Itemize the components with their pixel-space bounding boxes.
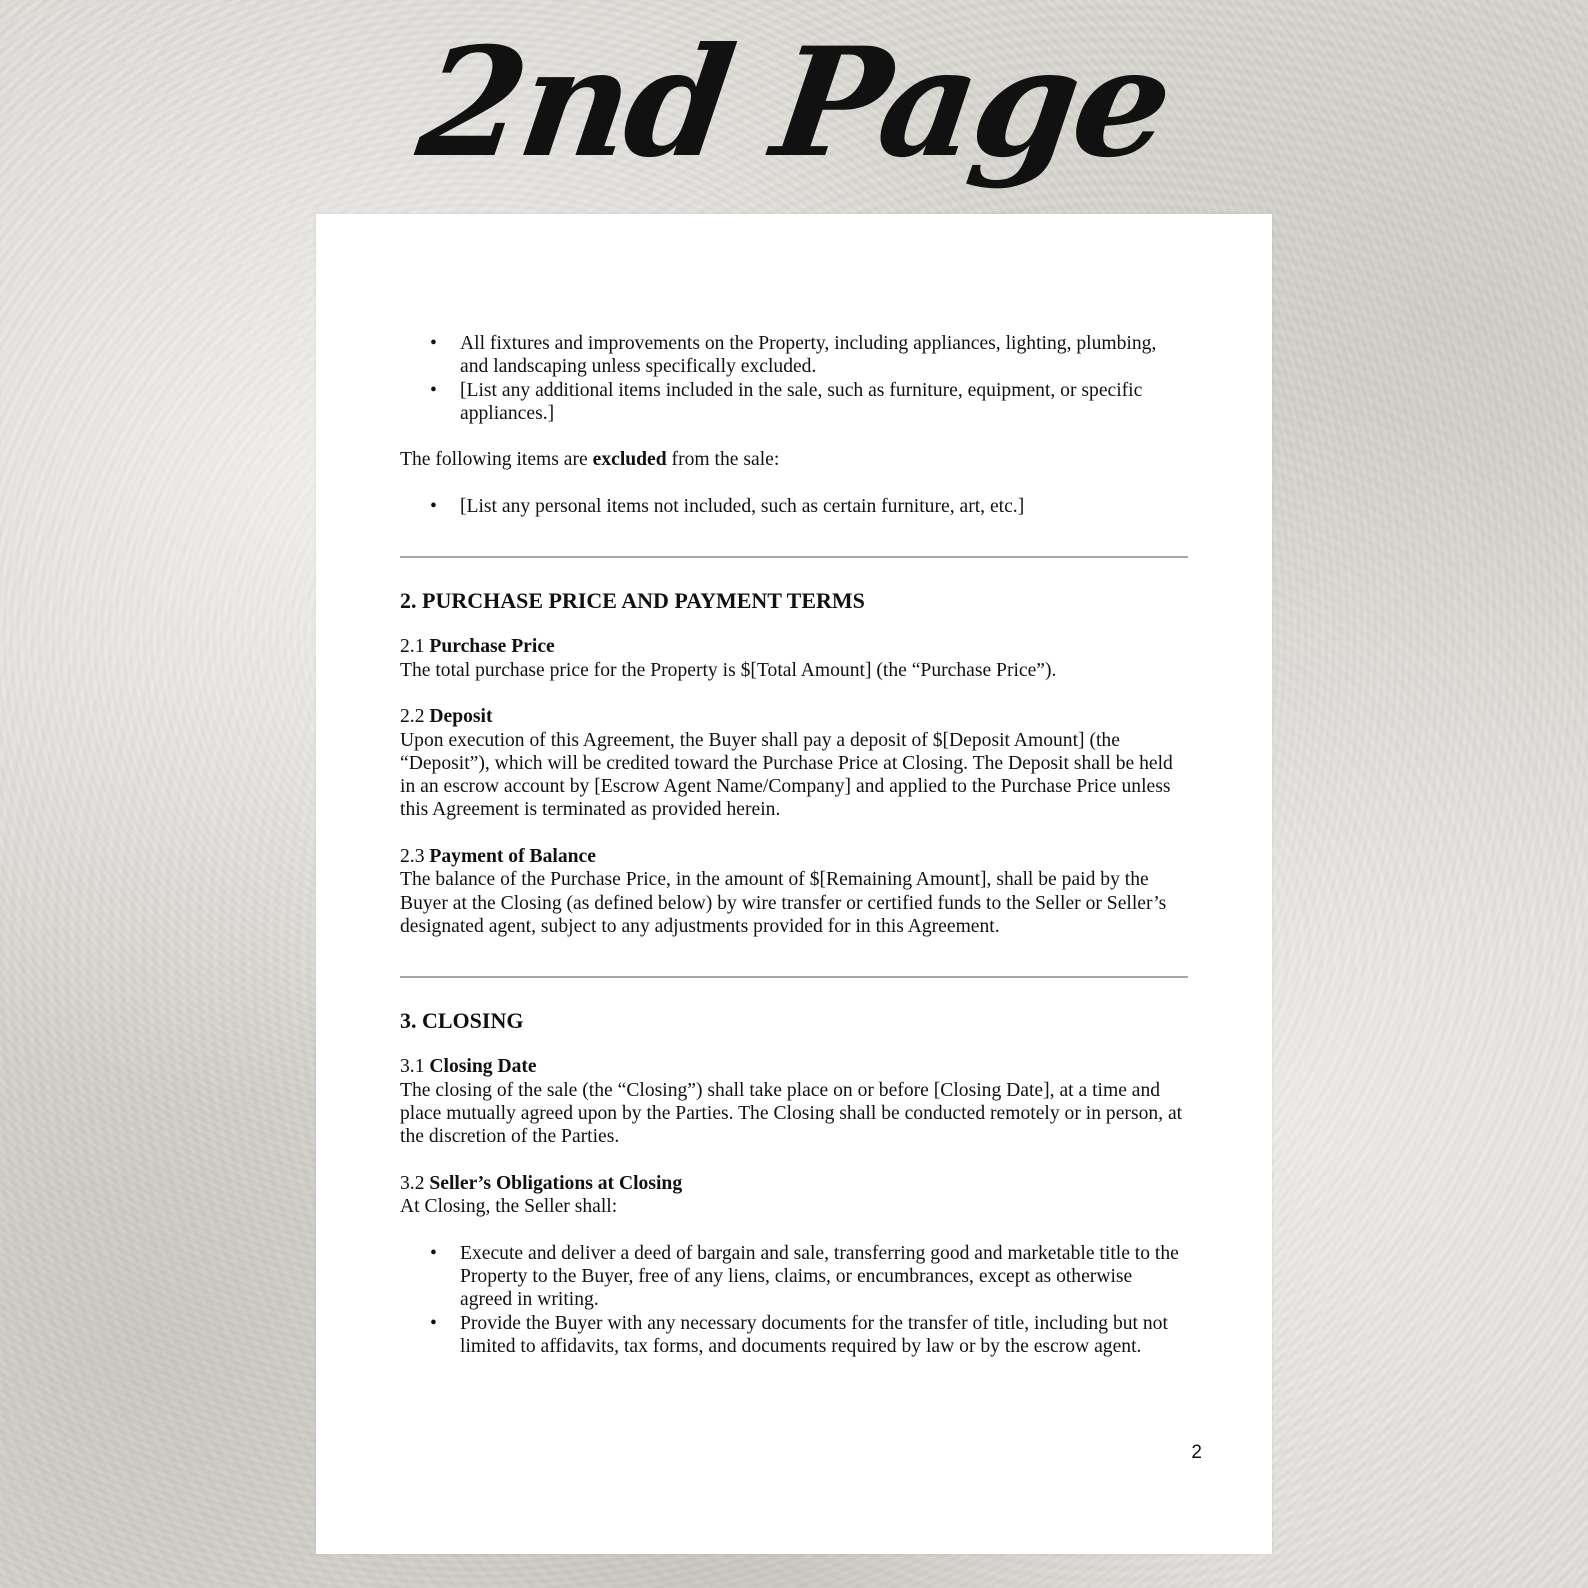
clause-title: Closing Date — [429, 1056, 537, 1078]
excluded-items-list — [400, 495, 1188, 518]
clause-number: 2.2 — [400, 706, 430, 728]
excluded-intro-before: The following items are — [400, 449, 593, 471]
clause-number: 2.3 — [400, 846, 430, 868]
clause-2-3-text: The balance of the Purchase Price, in the amount of $[Remaining Amount], shall be paid by the Buyer at the Closing (as defined below) by wire transfer or certified funds to the Seller or Seller’s designated agent, subject to any adjustments provided for in this Agreement. — [400, 869, 1167, 937]
clause-number: 2.1 — [400, 636, 430, 658]
clause-2-2-text: Upon execution of this Agreement, the Buyer shall pay a deposit of $[Deposit Amount] (the “Deposit”), which will be credited toward the Purchase Price at Closing. The Deposit shall be held in an escrow account by [Escrow Agent Name/Company] and applied to the Purchase Price unless this Agreement is terminated as provided herein. — [400, 729, 1173, 821]
document-page — [316, 214, 1272, 1554]
clause-2-3-title — [400, 845, 1188, 868]
clause-3-2-text: At Closing, the Seller shall: — [400, 1196, 618, 1218]
clause-title: Purchase Price — [429, 636, 555, 658]
document-content — [400, 332, 1188, 1358]
excluded-intro-after: from the sale: — [666, 449, 780, 471]
list-item: • Provide the Buyer with any necessary documents for the transfer of title, including but not limited to affidavits, tax forms, and documents required by law or by the escrow agent. — [400, 1312, 1188, 1359]
list-item: • [List any additional items included in the sale, such as furniture, equipment, or specific appliances.] — [400, 379, 1188, 426]
clause-2-1-text: The total purchase price for the Property is $[Total Amount] (the “Purchase Price”). — [400, 659, 1057, 681]
clause-title: Payment of Balance — [429, 846, 596, 868]
list-item: • [List any personal items not included, such as certain furniture, art, etc.] — [400, 495, 1188, 518]
seller-obligations-list — [400, 1242, 1188, 1358]
list-item: • Execute and deliver a deed of bargain and sale, transferring good and marketable title to the Property to the Buyer, free of any liens, claims, or encumbrances, except as otherwise agreed in writing. — [400, 1242, 1188, 1312]
list-item: • All fixtures and improvements on the Property, including appliances, lighting, plumbing, and landscaping unless specifically excluded. — [400, 332, 1188, 379]
page-number: 2 — [1191, 1442, 1202, 1463]
clause-number: 3.1 — [400, 1056, 430, 1078]
section-heading-2: 2. PURCHASE PRICE AND PAYMENT TERMS — [400, 588, 865, 614]
excluded-intro-bold: excluded — [592, 449, 667, 471]
clause-number: 3.2 — [400, 1172, 430, 1194]
clause-title: Deposit — [429, 706, 493, 728]
clause-2-2-title — [400, 705, 1188, 728]
excluded-intro — [400, 448, 1188, 471]
clause-title: Seller’s Obligations at Closing — [429, 1172, 683, 1194]
clause-3-1-text: The closing of the sale (the “Closing”) shall take place on or before [Closing Date], at a time and place mutually agreed upon by the Parties. The Closing shall be conducted remotely or in person, at the discretion of the Parties. — [400, 1079, 1183, 1148]
section-heading-3: 3. CLOSING — [400, 1008, 524, 1034]
section-divider — [400, 976, 1188, 978]
clause-3-1-title — [400, 1055, 1188, 1078]
included-items-list — [400, 332, 1188, 425]
clause-2-1-title — [400, 635, 1188, 658]
banner-title: 2nd Page — [409, 15, 1179, 191]
clause-3-2-title — [400, 1172, 1188, 1195]
section-divider — [400, 556, 1188, 558]
